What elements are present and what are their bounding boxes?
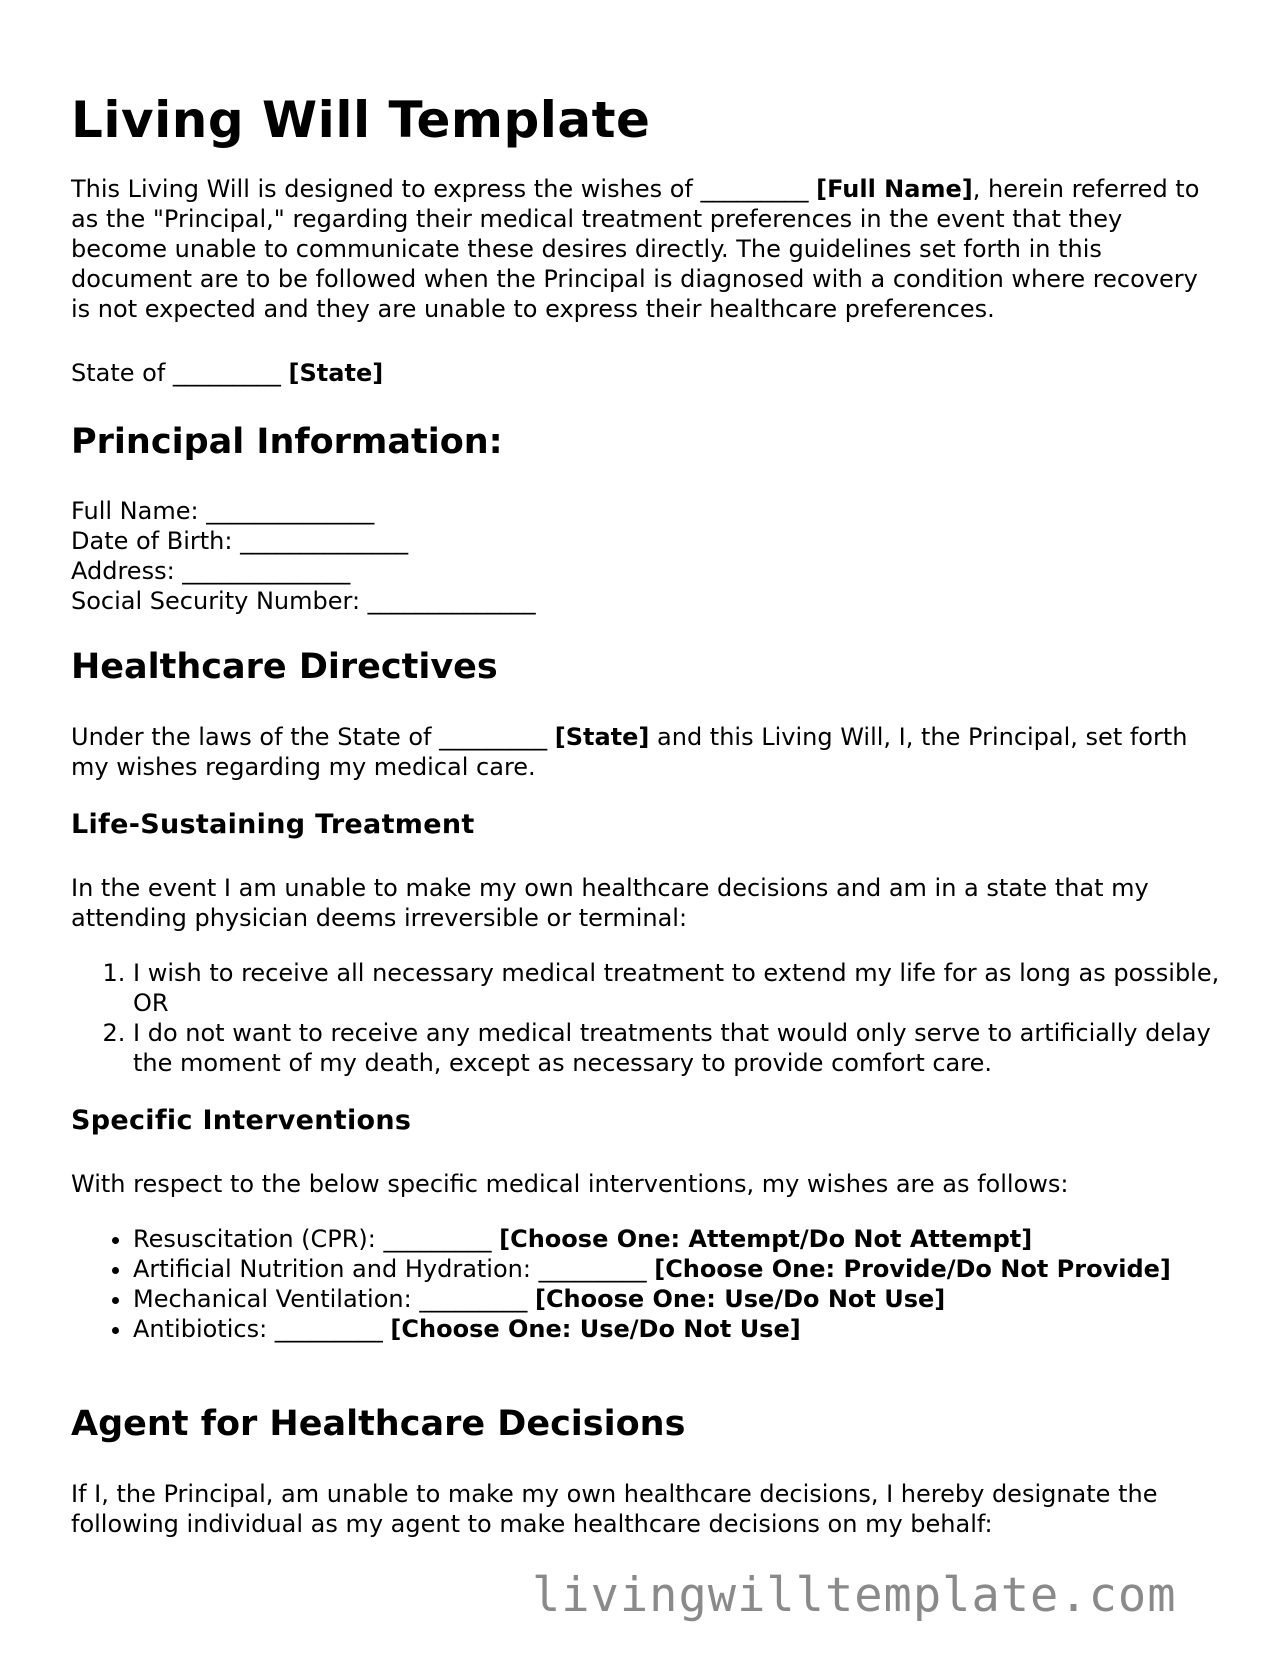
list-item: • Antibiotics: _________ [Choose One: Use/Do Not Use] <box>133 1314 1221 1344</box>
agent-paragraph: If I, the Principal, am unable to make my own healthcare decisions, I hereby designate the following individual as my agent to make healthcare decisions on my behalf: <box>71 1480 1158 1538</box>
field-date-of-birth: Date of Birth: ______________ <box>71 527 409 555</box>
specific-interventions-paragraph: With respect to the below specific medical interventions, my wishes are as follows: <box>71 1170 1069 1198</box>
field-address: Address: ______________ <box>71 557 351 585</box>
list-item: • Artificial Nutrition and Hydration: _________ [Choose One: Provide/Do Not Provide] <box>133 1254 1221 1284</box>
state-line-text: State of _________ <box>71 359 289 387</box>
directives-state-placeholder: [State] <box>554 723 650 751</box>
intro-text-2: , herein referred to as the "Principal," regarding their medical treatment preferences in the event that they become unable to communicate these desires directly. The guidelines set forth in this document are to be followed when the Principal is diagnosed with a condition where recovery is not expected and they are unable to express their healthcare preferences. <box>71 175 1200 323</box>
directives-text-2: and this Living Will, I, the Principal, set forth my wishes regarding my medical care. <box>71 723 1188 781</box>
state-line <box>71 358 1221 388</box>
intro-text-1: This Living Will is designed to express the wishes of _________ <box>71 175 817 203</box>
page-title: Living Will Template <box>71 91 651 149</box>
healthcare-directives-heading: Healthcare Directives <box>71 647 498 687</box>
specific-interventions-heading: Specific Interventions <box>71 1105 412 1136</box>
healthcare-directives-paragraph <box>71 722 1221 782</box>
directives-text-1: Under the laws of the State of _________ <box>71 723 555 751</box>
principal-info-heading: Principal Information: <box>71 422 503 462</box>
agent-heading: Agent for Healthcare Decisions <box>71 1404 686 1444</box>
life-sustaining-paragraph: In the event I am unable to make my own healthcare decisions and am in a state that my attending physician deems irreversible or terminal: <box>71 874 1149 932</box>
watermark: livingwilltemplate.com <box>532 1568 1177 1623</box>
field-ssn: Social Security Number: ______________ <box>71 587 536 615</box>
list-item: 2. I do not want to receive any medical treatments that would only serve to artificially delay the moment of my death, except as necessary to provide comfort care. <box>133 1018 1221 1078</box>
life-sustaining-options <box>71 958 1221 1078</box>
state-placeholder: [State] <box>288 359 384 387</box>
list-item: • Resuscitation (CPR): _________ [Choose One: Attempt/Do Not Attempt] <box>133 1224 1221 1254</box>
life-sustaining-heading: Life-Sustaining Treatment <box>71 809 475 840</box>
interventions-list <box>71 1224 1221 1344</box>
field-full-name: Full Name: ______________ <box>71 497 375 525</box>
full-name-placeholder: [Full Name] <box>816 175 973 203</box>
intro-paragraph <box>71 174 1221 324</box>
principal-info-fields <box>71 496 1221 616</box>
list-item: • Mechanical Ventilation: _________ [Choose One: Use/Do Not Use] <box>133 1284 1221 1314</box>
list-item: 1. I wish to receive all necessary medical treatment to extend my life for as long as possible, OR <box>133 958 1221 1018</box>
